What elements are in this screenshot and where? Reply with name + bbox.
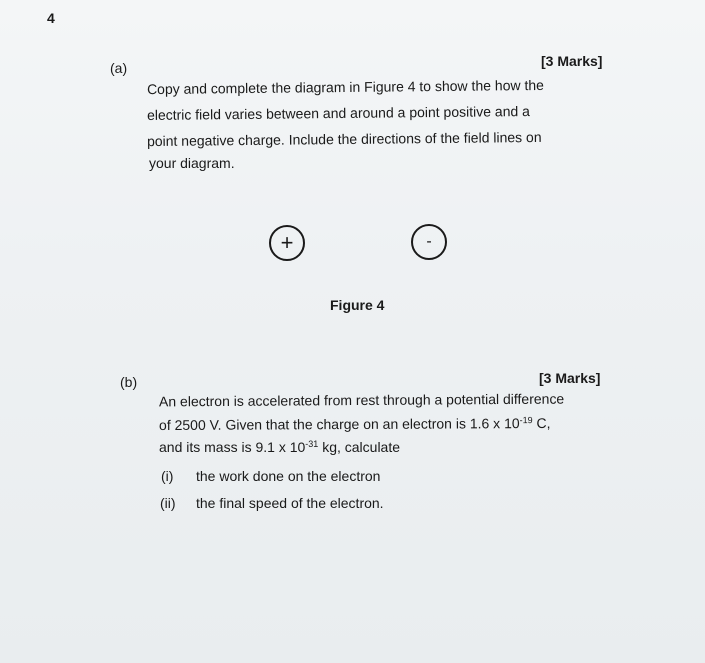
part-a-line-3: point negative charge. Include the directions of the field lines on	[146, 128, 542, 150]
positive-charge-symbol: +	[280, 230, 294, 255]
part-b-line-2: of 2500 V. Given that the charge on an electron is 1.6 x $10^{-19}$ C,	[158, 414, 551, 434]
item-i-text: the work done on the electron	[196, 468, 381, 484]
part-b-marks: [3 Marks]	[539, 370, 601, 386]
part-a-line-4: your diagram.	[149, 155, 235, 171]
positive-charge-icon	[269, 225, 305, 261]
part-a-line-1: Copy and complete the diagram in Figure 4 to show the how the	[146, 76, 544, 98]
part-b-label: (b)	[120, 374, 138, 390]
figure-caption: Figure 4	[330, 297, 385, 313]
negative-charge-icon	[411, 224, 447, 260]
part-a-marks: [3 Marks]	[541, 53, 603, 69]
part-a-line-2: electric field varies between and around a point positive and a	[146, 102, 530, 124]
part-b-line-1: An electron is accelerated from rest through a potential difference	[158, 390, 565, 410]
question-number: 4	[47, 10, 55, 26]
part-a-label: (a)	[110, 60, 128, 76]
item-ii-number: (ii)	[160, 495, 176, 511]
item-i-number: (i)	[161, 468, 174, 484]
mass-exponent: -31	[305, 439, 319, 449]
item-ii-text: the final speed of the electron.	[196, 495, 384, 511]
part-b-line-3: and its mass is 9.1 x $10^{-31}$ kg, calculate	[159, 439, 401, 455]
negative-charge-symbol: -	[426, 233, 432, 250]
charge-exponent: -19	[519, 415, 533, 426]
